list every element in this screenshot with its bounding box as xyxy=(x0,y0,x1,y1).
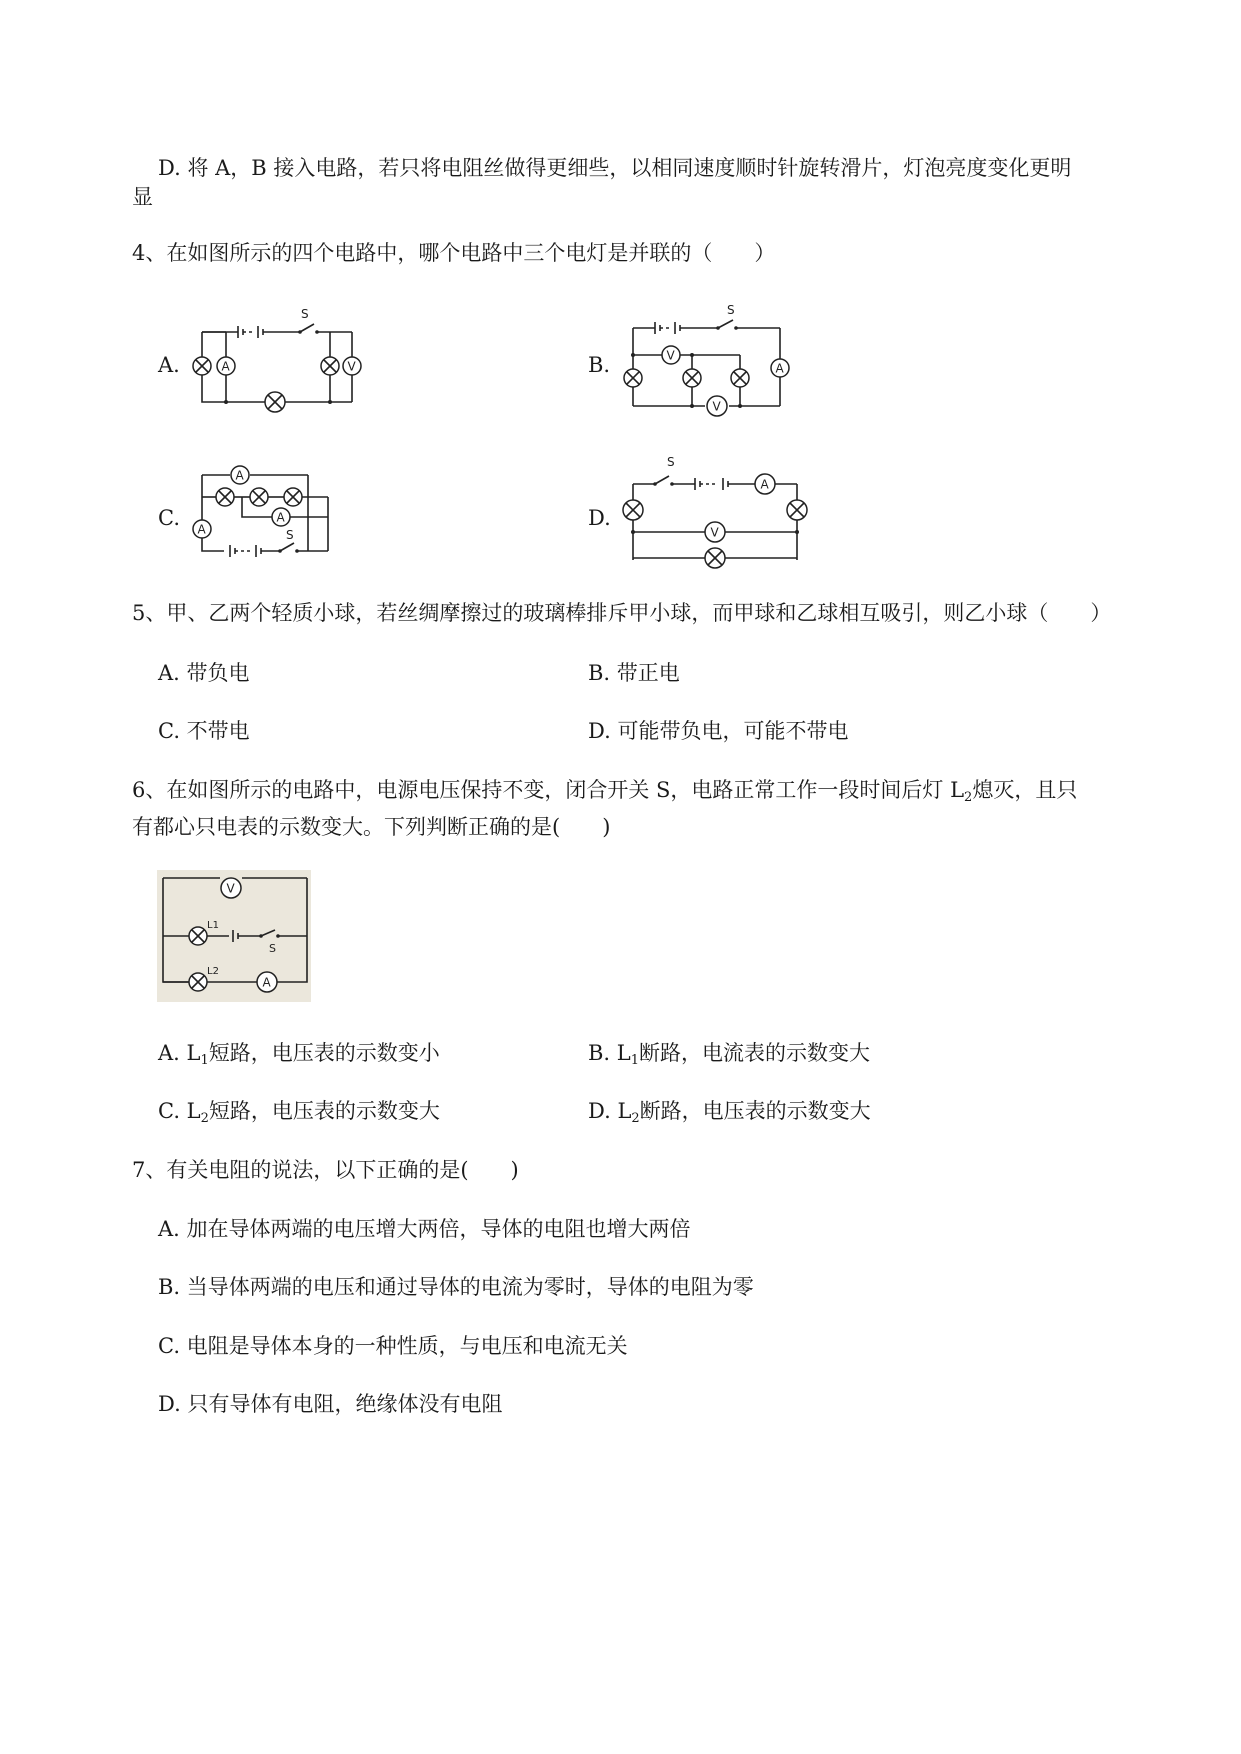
svg-text:A: A xyxy=(775,361,784,376)
ammeter-icon xyxy=(257,972,277,992)
switch-label: S xyxy=(301,307,309,321)
q6-option-a: A. $L_1$短路，电压表的示数变小 xyxy=(158,1041,440,1068)
svg-text:A: A xyxy=(760,477,769,492)
svg-text:A: A xyxy=(276,510,285,525)
q4-label-a: A. xyxy=(158,353,180,377)
lamp-icon xyxy=(731,369,749,387)
lamp-icon xyxy=(189,927,207,945)
svg-text:A: A xyxy=(221,359,230,374)
battery-icon xyxy=(230,545,235,557)
q6-option-d: D. $L_2$断路，电压表的示数变大 xyxy=(588,1099,871,1126)
q3-option-d-line1: D. 将 A，B 接入电路，若只将电阻丝做得更细些，以相同速度顺时针旋转滑片，灯泡亮度变化更明 xyxy=(158,156,1072,180)
svg-text:V: V xyxy=(712,399,721,414)
svg-text:A: A xyxy=(235,468,244,483)
ammeter-icon xyxy=(193,520,211,538)
switch-icon xyxy=(259,930,280,938)
svg-text:S: S xyxy=(269,942,276,955)
q4-stem: 4、在如图所示的四个电路中，哪个电路中三个电灯是并联的（ ） xyxy=(132,241,776,265)
l2-label: L2 xyxy=(207,966,219,977)
ammeter-icon xyxy=(771,359,789,377)
q6-stem-line1: 6、在如图所示的电路中，电源电压保持不变，闭合开关 S，电路正常工作一段时间后灯 $L_2$熄灭，且只 xyxy=(132,778,1078,805)
lamp-icon xyxy=(787,500,807,520)
q7-option-d: D. 只有导体有电阻，绝缘体没有电阻 xyxy=(158,1392,503,1416)
ammeter-icon xyxy=(231,466,249,484)
q5-option-a: A. 带负电 xyxy=(158,661,250,685)
svg-text:A: A xyxy=(197,522,206,537)
battery-icon xyxy=(238,326,243,338)
lamp-icon xyxy=(216,488,234,506)
svg-text:A: A xyxy=(262,975,271,990)
q5-option-b: B. 带正电 xyxy=(588,661,680,685)
q4-label-c: C. xyxy=(158,506,180,530)
q4-label-b: B. xyxy=(588,353,611,377)
lamp-icon xyxy=(284,488,302,506)
q7-option-c: C. 电阻是导体本身的一种性质，与电压和电流无关 xyxy=(158,1334,628,1358)
battery-icon xyxy=(258,326,263,338)
battery-icon xyxy=(233,930,238,942)
q4-circuit-d xyxy=(615,450,815,575)
battery-icon xyxy=(655,322,660,334)
ammeter-icon xyxy=(272,508,290,526)
battery-icon xyxy=(695,478,700,490)
svg-text:V: V xyxy=(347,359,356,374)
q7-option-b: B. 当导体两端的电压和通过导体的电流为零时，导体的电阻为零 xyxy=(158,1275,754,1299)
lamp-icon xyxy=(250,488,268,506)
voltmeter-icon xyxy=(705,522,725,542)
switch-icon xyxy=(653,476,674,486)
lamp-icon xyxy=(683,369,701,387)
q6-stem-line2: 有都心只电表的示数变大。下列判断正确的是( ) xyxy=(132,815,611,839)
l1-label: L1 xyxy=(207,920,219,931)
lamp-icon xyxy=(705,548,725,568)
svg-text:S: S xyxy=(667,455,675,469)
lamp-icon xyxy=(623,500,643,520)
svg-text:V: V xyxy=(226,881,235,896)
voltmeter-icon xyxy=(221,878,241,898)
q5-option-c: C. 不带电 xyxy=(158,719,250,743)
lamp-icon xyxy=(624,369,642,387)
switch-icon xyxy=(278,543,299,553)
q6-option-c: C. $L_2$短路，电压表的示数变大 xyxy=(158,1099,440,1126)
svg-text:V: V xyxy=(710,525,719,540)
ammeter-icon xyxy=(217,357,235,375)
switch-icon xyxy=(298,324,319,334)
q7-option-a: A. 加在导体两端的电压增大两倍，导体的电阻也增大两倍 xyxy=(158,1217,691,1241)
q4-circuit-b xyxy=(615,300,810,420)
q4-circuit-c xyxy=(180,455,350,570)
q4-label-d: D. xyxy=(588,506,611,530)
q4-circuit-a xyxy=(180,300,380,410)
lamp-icon xyxy=(321,357,339,375)
voltmeter-icon xyxy=(343,357,361,375)
switch-icon xyxy=(716,320,738,330)
lamp-icon xyxy=(265,392,285,412)
battery-icon xyxy=(256,545,261,557)
svg-text:S: S xyxy=(286,528,294,542)
svg-text:S: S xyxy=(727,303,735,317)
battery-icon xyxy=(675,322,680,334)
q3-option-d-line2: 显 xyxy=(132,185,153,209)
voltmeter-icon xyxy=(707,396,727,416)
lamp-icon xyxy=(189,973,207,991)
battery-icon xyxy=(723,478,728,490)
voltmeter-icon xyxy=(662,346,680,364)
q6-option-b: B. $L_1$断路，电流表的示数变大 xyxy=(588,1041,871,1068)
ammeter-icon xyxy=(755,474,775,494)
q6-circuit-photo xyxy=(157,870,311,1002)
svg-text:V: V xyxy=(666,348,675,363)
q5-stem: 5、甲、乙两个轻质小球，若丝绸摩擦过的玻璃棒排斥甲小球，而甲球和乙球相互吸引，则乙小球（ ） xyxy=(132,601,1112,625)
lamp-icon xyxy=(193,357,211,375)
q7-stem: 7、有关电阻的说法，以下正确的是( ) xyxy=(132,1158,519,1182)
q5-option-d: D. 可能带负电，可能不带电 xyxy=(588,719,849,743)
